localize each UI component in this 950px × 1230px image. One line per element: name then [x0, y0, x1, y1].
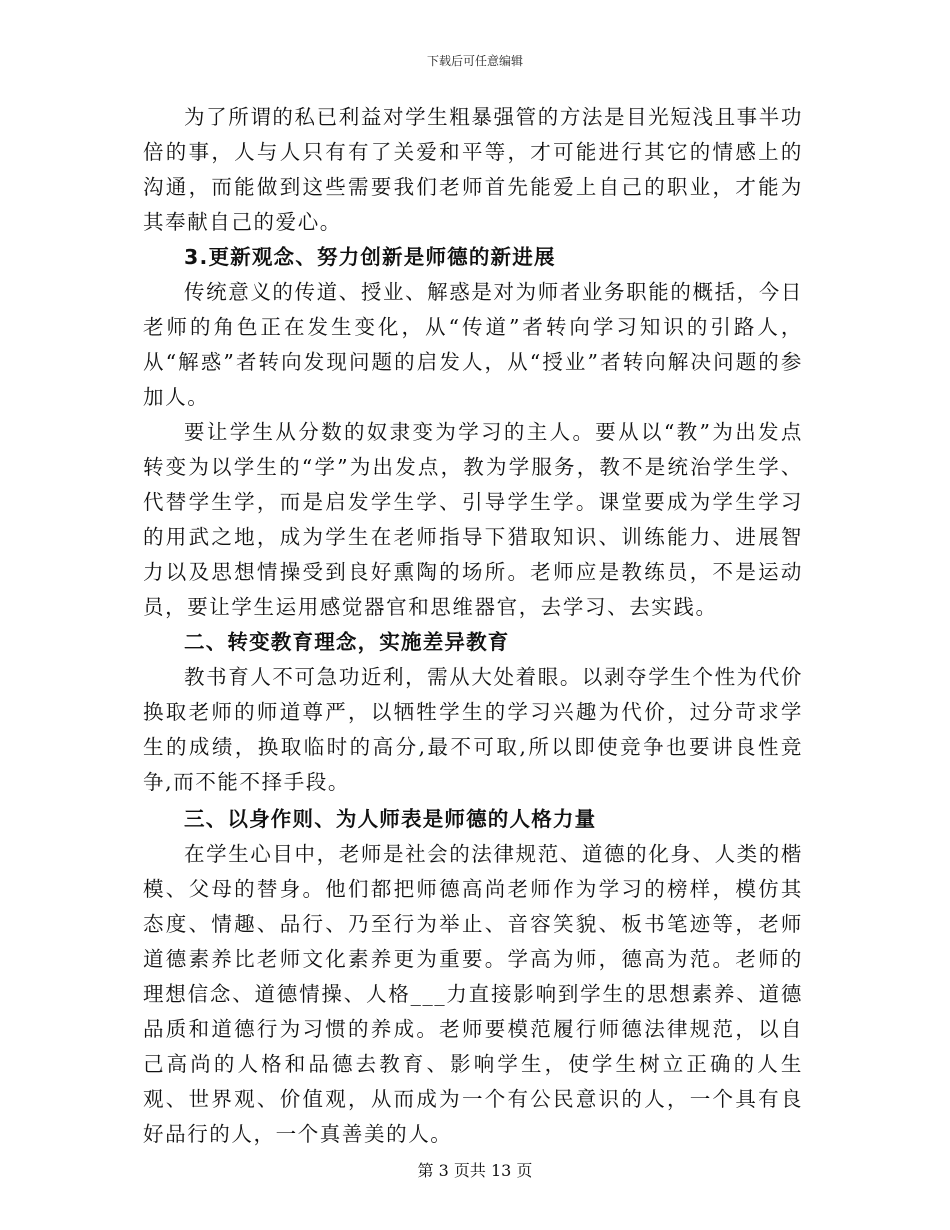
page-header: 下载后可任意编辑 [426, 54, 523, 68]
paragraph-4: 教书育人不可急功近利，需从大处着眼。以剥夺学生个性为代价换取老师的师道尊严，以牺牲学生的学习兴趣为代价，过分苛求学生的成绩，换取临时的高分,最不可取,所以即使竞争也要讲良性竞争,而不能不择手段。 [143, 665, 803, 794]
section-heading-three: 三、以身作则、为人师表是师德的人格力量 [184, 807, 597, 831]
paragraph-2: 传统意义的传道、授业、解惑是对为师者业务职能的概括，今日老师的角色正在发生变化，从“传道”者转向学习知识的引路人，从“解惑”者转向发现问题的启发人，从“授业”者转向解决问题的参加人。 [143, 280, 803, 409]
paragraph-3: 要让学生从分数的奴隶变为学习的主人。要从以“教”为出发点转变为以学生的“学”为出发点，教为学服务，教不是统治学生学、代替学生学，而是启发学生学、引导学生学。课堂要成为学生学习的用武之地，成为学生在老师指导下猎取知识、训练能力、进展智力以及思想情操受到良好熏陶的场所。老师应是教练员，不是运动员，要让学生运用感觉器官和思维器官，去学习、去实践。 [143, 420, 803, 619]
page-number-footer: 第 3 页共 13 页 [417, 1161, 533, 1180]
paragraph-1: 为了所谓的私已利益对学生粗暴强管的方法是目光短浅且事半功倍的事，人与人只有有了关爱和平等，才可能进行其它的情感上的沟通，而能做到这些需要我们老师首先能爱上自己的职业，才能为其奉献自己的爱心。 [143, 105, 803, 234]
section-heading-two: 二、转变教育理念，实施差异教育 [184, 630, 510, 654]
paragraph-5: 在学生心目中，老师是社会的法律规范、道德的化身、人类的楷模、父母的替身。他们都把师德高尚老师作为学习的榜样，模仿其态度、情趣、品行、乃至行为举止、音容笑貌、板书笔迹等，老师道德素养比老师文化素养更为重要。学高为师，德高为范。老师的理想信念、道德情操、人格___力直接影响到学生的思想素养、道德品质和道德行为习惯的养成。老师要模范履行师德法律规范，以自己高尚的人格和品德去教育、影响学生，使学生树立正确的人生观、世界观、价值观，从而成为一个有公民意识的人，一个具有良好品行的人，一个真善美的人。 [143, 842, 803, 1146]
section-heading-3: 3.更新观念、努力创新是师德的新进展 [184, 245, 556, 269]
document-body [143, 100, 803, 1152]
